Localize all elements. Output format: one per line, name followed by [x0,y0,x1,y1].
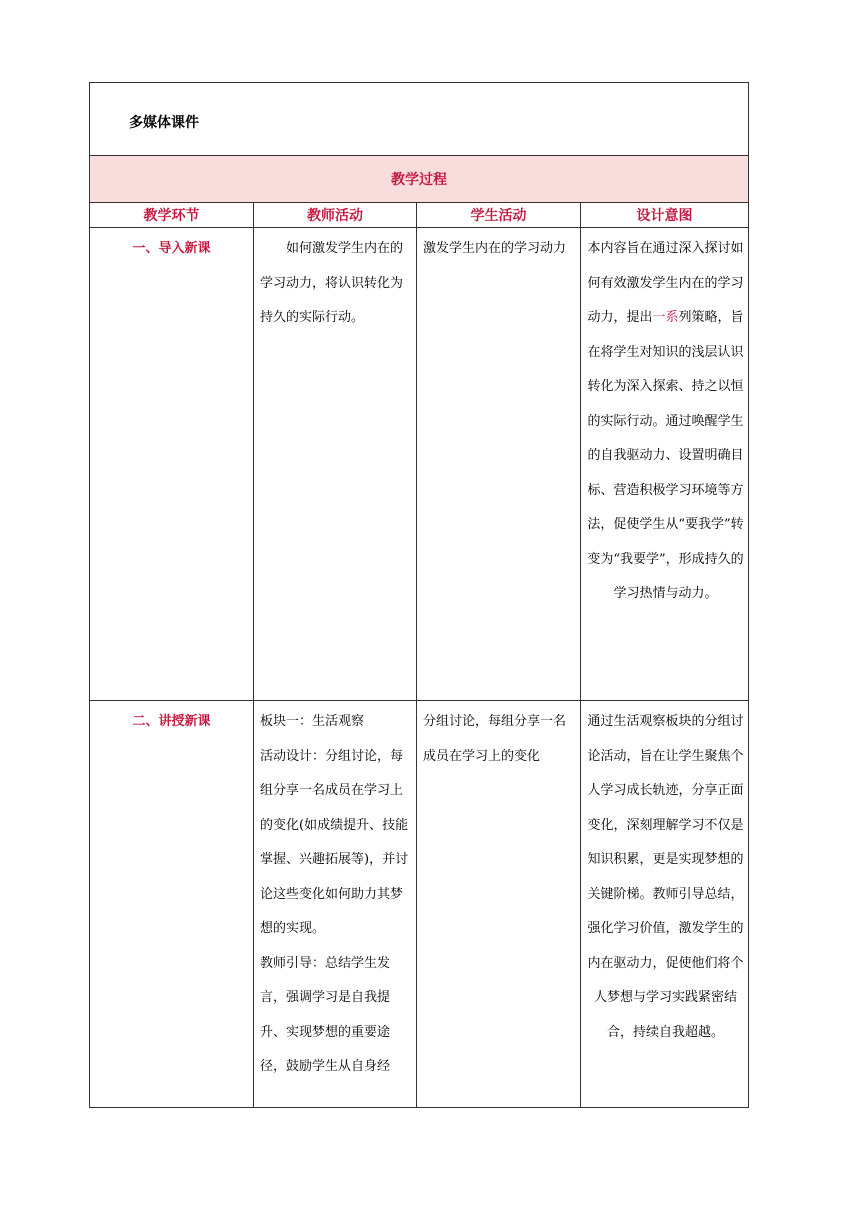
teacher-activity-cell [254,228,417,701]
student-activity-text: 激发学生内在的学习动力 [423,241,567,256]
student-activity-cell [417,228,581,701]
stage-label: 二、讲授新课 [132,714,211,729]
col-header-stage: 教学环节 [90,203,254,228]
intent-text-part: 本内容旨在通过深入探讨如何有效激发学生内在的学习动力，提出 [587,241,744,325]
lesson-plan-document [89,82,748,1108]
stage-cell [90,228,254,701]
design-intent-text [581,228,748,612]
intent-highlight: 一系 [652,310,679,325]
section-title: 教学过程 [90,156,749,203]
design-intent-text: 通过生活观察板块的分组讨论活动，旨在让学生聚焦个人学习成长轨迹，分享正面变化，深刻理解学习不仅是知识积累，更是实现梦想的关键阶梯。教师引导总结，强化学习价值，激发学生的内在驱动力，促使他们将个人梦想与学习实践紧密结合，持续自我超越。 [587,714,744,1040]
intent-text-part: 列策略，旨在将学生对知识的浅层认识转化为深入探索、持之以恒的实际行动。通过唤醒学生的自我驱动力、设置明确目标、营造积极学习环境等方法，促使学生从“要我学”转变为“我要学”，形成持久的学习热情与动力。 [587,310,744,601]
courseware-label: 多媒体课件 [129,115,199,131]
teacher-activity-text: 板块一：生活观察 [260,714,365,729]
student-activity-text: 分组讨论，每组分享一名成员在学习上的变化 [423,714,567,764]
table-row [90,228,749,701]
design-intent-cell [581,228,749,701]
table-row [90,701,749,1108]
courseware-cell [90,83,749,156]
teacher-activity-cell [254,701,417,1108]
teacher-activity-text: 教师引导：总结学生发言，强调学习是自我提升、实现梦想的重要途径，鼓励学生从自身经 [260,955,391,1074]
col-header-teacher: 教师活动 [254,203,417,228]
teacher-activity-text: 如何激发学生内在的学习动力，将认识转化为持久的实际行动。 [260,241,404,325]
col-header-student: 学生活动 [417,203,581,228]
col-header-intent: 设计意图 [581,203,749,228]
teacher-activity-text: 活动设计：分组讨论，每组分享一名成员在学习上的变化(如成绩提升、技能掌握、兴趣拓展等)，并讨论这些变化如何助力其梦想的实现。 [260,748,409,936]
design-intent-cell [581,701,749,1108]
stage-label: 一、导入新课 [132,241,211,256]
lesson-plan-table [89,82,749,1108]
student-activity-cell [417,701,581,1108]
stage-cell [90,701,254,1108]
